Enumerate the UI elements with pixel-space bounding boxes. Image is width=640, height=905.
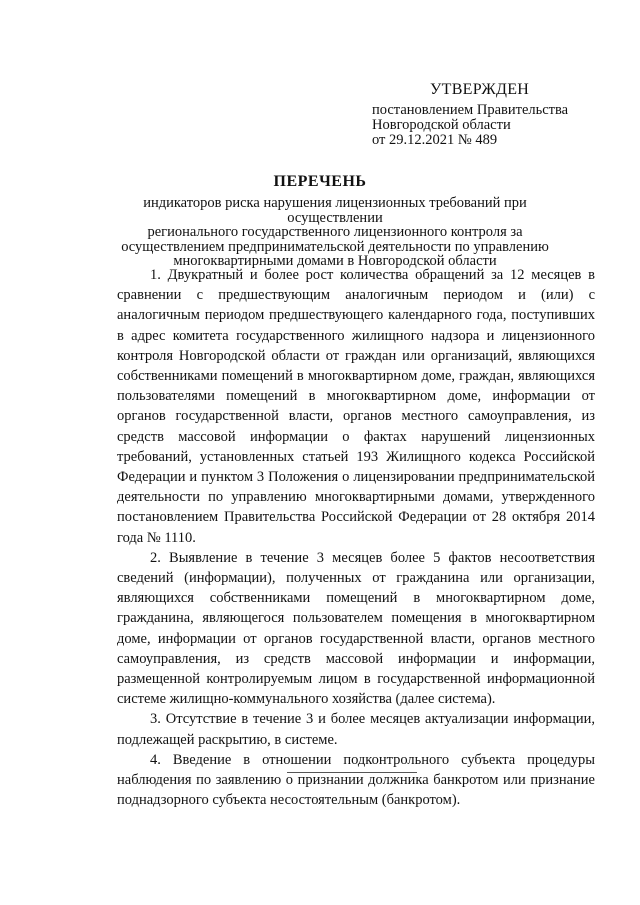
end-separator-line: [287, 772, 417, 773]
subtitle-line: многоквартирными домами в Новгородской области: [173, 253, 497, 269]
subtitle-line: регионального государственного лицензионного контроля за: [147, 224, 523, 240]
approval-line-region: Новгородской области: [372, 117, 511, 133]
approval-title: УТВЕРЖДЕН: [430, 81, 530, 98]
approval-line-resolution: постановлением Правительства: [372, 102, 569, 118]
list-item-1: 1. Двукратный и более рост количества обращений за 12 месяцев в сравнении с предшествующим аналогичным периодом и (или) с аналогичным периодом предшествующего календарного года, поступивших в адрес комитета государственного жилищного надзора и лицензионного контроля Новгородской области от граждан или организаций, являющихся собственниками помещений в многоквартирном доме, граждан, являющихся пользователями помещений в многоквартирном доме, информации от органов государственной власти, органов местного самоуправления, из средств массовой информации о фактах нарушений лицензионных требований, установленных статьей 193 Жилищного кодекса Российской Федерации и пунктом 3 Положения о лицензировании предпринимательской деятельности по управлению многоквартирными домами, утвержденного постановлением Правительства Российской Федерации от 28 октября 2014 года № 1110.: [117, 267, 595, 546]
document-title: ПЕРЕЧЕНЬ: [273, 173, 367, 190]
list-item-2: 2. Выявление в течение 3 месяцев более 5 фактов несоответствия сведений (информации), полученных от гражданина или организации, являющихся собственниками помещений в многоквартирном доме, гражданина, являющегося пользователем помещения в многоквартирном доме, информации от органов государственной власти, органов местного самоуправления, из средств массовой информации и информации, размещенной контролируемым лицом в государственной информационной системе жилищно-коммунального хозяйства (далее система).: [117, 549, 595, 708]
approval-line-date-number: от 29.12.2021 № 489: [372, 132, 498, 148]
document-subtitle: [100, 196, 570, 269]
list-item-3: 3. Отсутствие в течение 3 и более месяцев актуализации информации, подлежащей раскрытию, в системе.: [117, 711, 595, 748]
approval-block: [372, 82, 622, 148]
document-body: [117, 265, 595, 810]
subtitle-line: осуществлением предпринимательской деятельности по управлению: [121, 238, 549, 255]
list-item-4: 4. Введение в отношении подконтрольного субъекта процедуры наблюдения по заявлению о признании должника банкротом или признание поднадзорного субъекта несостоятельным (банкротом).: [117, 751, 595, 809]
subtitle-line: индикаторов риска нарушения лицензионных требований при осуществлении: [143, 195, 527, 226]
